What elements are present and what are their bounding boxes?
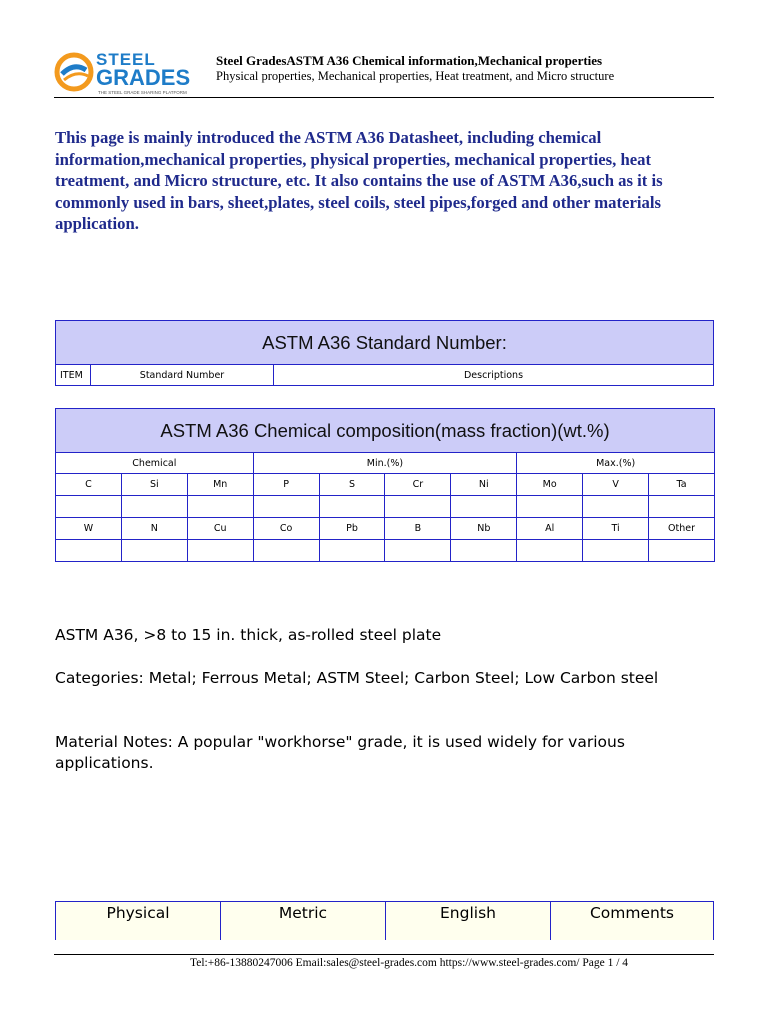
value-cell <box>385 540 451 562</box>
value-cell <box>187 540 253 562</box>
footer-contact: Tel:+86-13880247006 Email:sales@steel-grades.com https://www.steel-grades.com/ Page 1 / 4 <box>190 957 629 969</box>
element-cell: Pb <box>319 518 385 540</box>
element-cell: Mo <box>517 474 583 496</box>
element-cell: Nb <box>451 518 517 540</box>
metric-header: Metric <box>221 902 386 940</box>
categories-text: Categories: Metal; Ferrous Metal; ASTM Steel; Carbon Steel; Low Carbon steel <box>55 669 659 687</box>
element-cell: Si <box>121 474 187 496</box>
element-cell: B <box>385 518 451 540</box>
element-cell: Mn <box>187 474 253 496</box>
value-cell <box>583 540 649 562</box>
logo-tagline: THE STEEL GRADE SHARING PLATFORM <box>98 90 187 95</box>
value-cell <box>121 540 187 562</box>
element-cell: Ta <box>649 474 715 496</box>
steel-grades-logo <box>54 48 206 98</box>
standard-header-number: Standard Number <box>91 365 274 386</box>
value-cell <box>253 496 319 518</box>
element-cell: V <box>583 474 649 496</box>
element-cell: Cu <box>187 518 253 540</box>
element-cell: Other <box>649 518 715 540</box>
value-cell <box>56 540 122 562</box>
comments-header: Comments <box>551 902 714 940</box>
value-cell <box>253 540 319 562</box>
logo-word-steel: STEEL <box>96 50 156 69</box>
element-cell: W <box>56 518 122 540</box>
element-cell: Ni <box>451 474 517 496</box>
value-cell <box>517 540 583 562</box>
header-title: Steel GradesASTM A36 Chemical information,Mechanical properties <box>216 53 603 68</box>
english-header: English <box>386 902 551 940</box>
standard-header-descriptions: Descriptions <box>274 365 714 386</box>
value-cell <box>649 496 715 518</box>
element-cell: Co <box>253 518 319 540</box>
header-divider <box>54 97 714 98</box>
value-cell <box>121 496 187 518</box>
element-cell: Cr <box>385 474 451 496</box>
footer-divider <box>54 954 714 955</box>
element-cell: P <box>253 474 319 496</box>
chem-header-min: Min.(%) <box>253 453 517 474</box>
value-cell <box>319 540 385 562</box>
intro-paragraph: This page is mainly introduced the ASTM A36 Datasheet, including chemical information,mechanical properties, physical properties, mechanical properties, heat treatment, and Micro structure, etc. It also contains the use of ASTM A36,such as it is commonly used in bars, sheet,plates, steel coils, steel pipes,forged and other materials application. <box>55 128 663 233</box>
chem-header-chemical: Chemical <box>56 453 254 474</box>
chemical-composition-table <box>55 408 715 562</box>
value-cell <box>319 496 385 518</box>
standard-table-caption: ASTM A36 Standard Number: <box>56 321 714 365</box>
element-cell: Al <box>517 518 583 540</box>
value-cell <box>187 496 253 518</box>
element-cell: Ti <box>583 518 649 540</box>
value-cell <box>451 540 517 562</box>
material-notes-text: Material Notes: A popular "workhorse" grade, it is used widely for various applications. <box>55 733 625 772</box>
value-cell <box>385 496 451 518</box>
element-cell: S <box>319 474 385 496</box>
element-cell: C <box>56 474 122 496</box>
material-title-line: ASTM A36, >8 to 15 in. thick, as-rolled steel plate <box>55 626 442 644</box>
value-cell <box>451 496 517 518</box>
value-cell <box>56 496 122 518</box>
logo-word-grades: GRADES <box>96 65 191 90</box>
value-cell <box>517 496 583 518</box>
value-cell <box>583 496 649 518</box>
chem-table-caption: ASTM A36 Chemical composition(mass fraction)(wt.%) <box>56 409 715 453</box>
header-subtitle: Physical properties, Mechanical properties, Heat treatment, and Micro structure <box>216 69 615 83</box>
standard-header-item: ITEM <box>56 365 91 386</box>
chem-header-max: Max.(%) <box>517 453 715 474</box>
physical-header: Physical <box>56 902 221 940</box>
standard-number-table <box>55 320 714 386</box>
element-cell: N <box>121 518 187 540</box>
physical-properties-table <box>55 901 714 940</box>
value-cell <box>649 540 715 562</box>
